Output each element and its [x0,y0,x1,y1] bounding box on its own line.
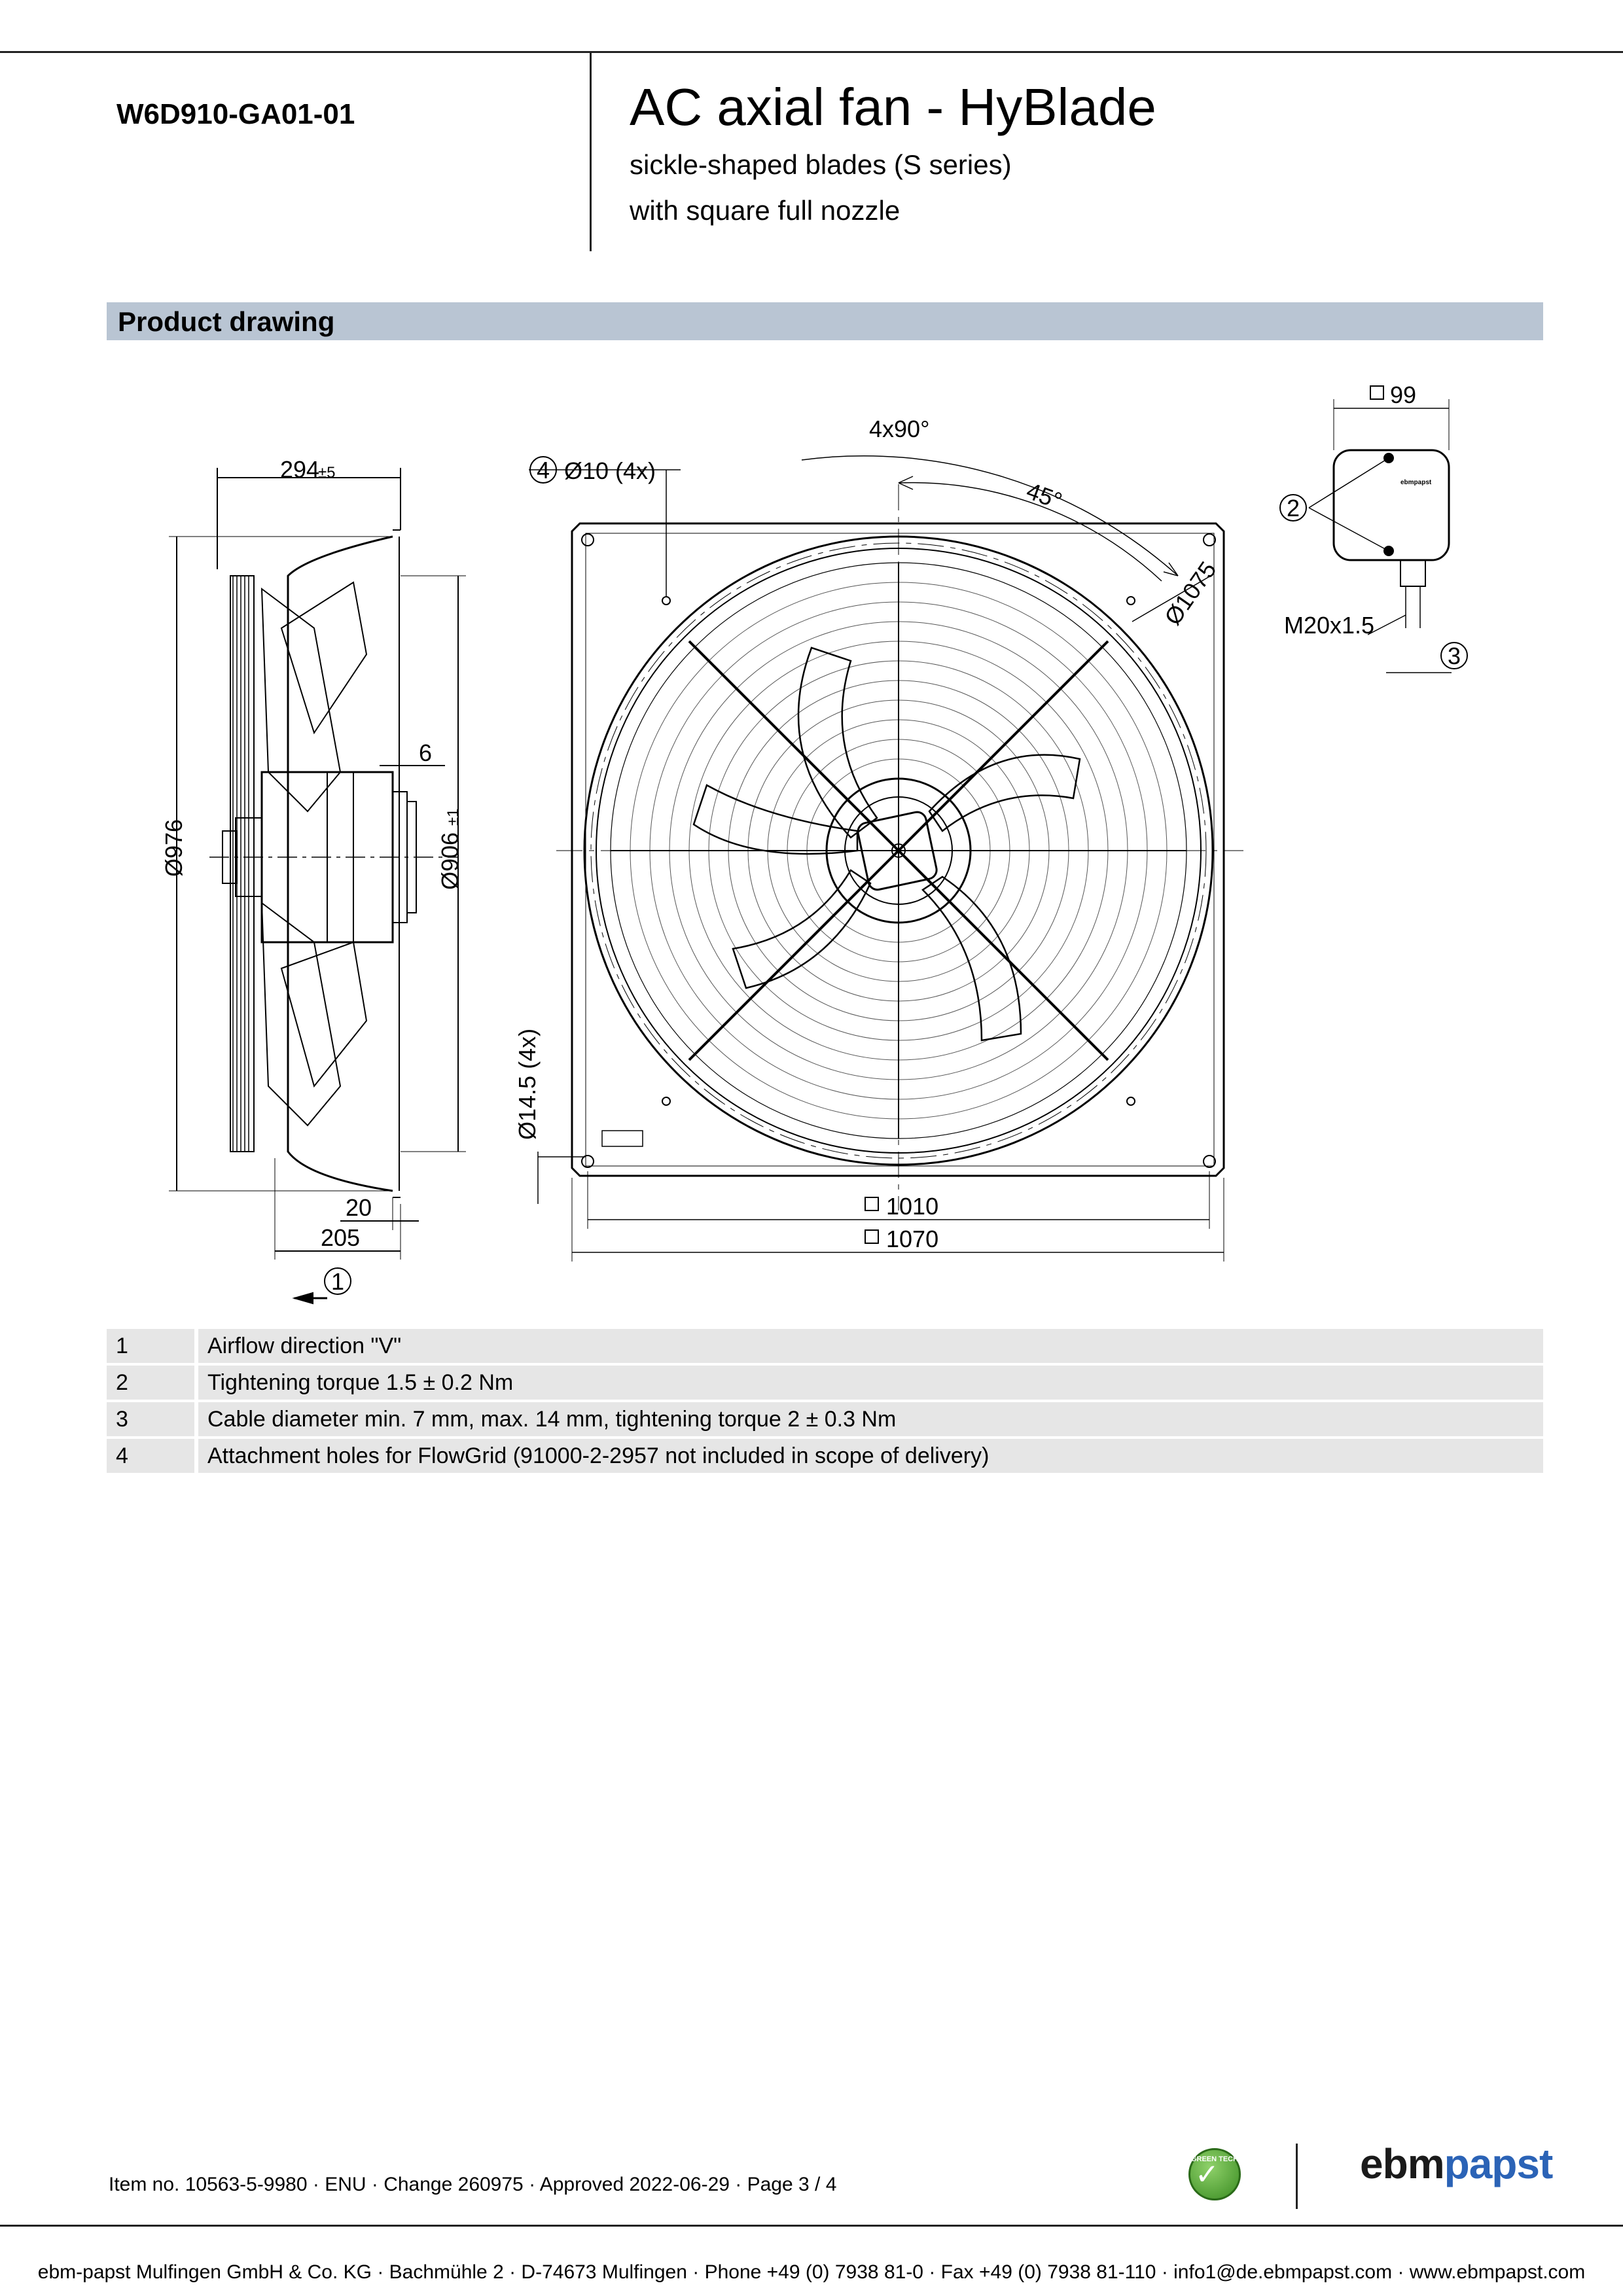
note-text: Airflow direction "V" [198,1329,1543,1363]
logo-divider [1296,2144,1298,2209]
note-text: Cable diameter min. 7 mm, max. 14 mm, tightening torque 2 ± 0.3 Nm [198,1402,1543,1436]
table-row [107,1366,1543,1400]
note-text: Attachment holes for FlowGrid (91000-2-2957 not included in scope of delivery) [198,1439,1543,1473]
dim-294-tol: ±5 [318,464,336,482]
company-address: ebm-papst Mulfingen GmbH & Co. KG · Bachmühle 2 · D-74673 Mulfingen · Phone +49 (0) 7938 81-0 · Fax +49 (0) 7938 81-110 · info1@de.ebmpapst.com · www.ebmpapst.com [37,2261,1586,2283]
note-number: 1 [107,1329,198,1363]
item-info: Item no. 10563-5-9980 · ENU · Change 260975 · Approved 2022-06-29 · Page 3 / 4 [109,2174,837,2195]
callout-3: 3 [1448,643,1461,669]
model-number: W6D910-GA01-01 [116,98,355,130]
dim-m20: M20x1.5 [1284,612,1375,639]
note-number: 3 [107,1402,198,1436]
dim-angle-45: 45° [1023,476,1066,515]
dim-20: 20 [346,1194,372,1221]
section-title: Product drawing [118,306,335,337]
dim-hole-10: Ø10 (4x) [564,457,656,484]
checkmark-icon: ✓ [1195,2159,1219,2191]
front-view [529,456,1243,1262]
note-number: 2 [107,1366,198,1400]
badge-label: GREEN TECH [1190,2155,1239,2163]
dim-square-99: 99 [1390,381,1417,408]
callout-2: 2 [1287,495,1300,521]
company-logo [1360,2140,1552,2188]
callout-1: 1 [331,1268,345,1295]
dim-hole-14-5: Ø14.5 (4x) [514,1028,541,1140]
subtitle-nozzle: with square full nozzle [630,195,901,226]
table-row [107,1439,1543,1473]
note-text: Tightening torque 1.5 ± 0.2 Nm [198,1366,1543,1400]
table-row [107,1402,1543,1436]
dim-6: 6 [419,739,433,766]
footer-rule [0,2225,1623,2227]
dim-square-1010: 1010 [886,1193,939,1220]
dim-205: 205 [321,1224,361,1251]
section-header [107,302,1543,340]
dim-square-1070: 1070 [886,1226,939,1252]
logo-part-ebm: ebm [1360,2140,1444,2187]
logo-part-papst: papst [1444,2140,1553,2187]
callout-4: 4 [537,457,550,484]
table-row [107,1329,1543,1363]
dim-906-tol: ±1 [444,808,462,826]
subtitle-blades: sickle-shaped blades (S series) [630,149,1012,180]
note-number: 4 [107,1439,198,1473]
product-drawing [0,366,1623,1309]
dim-906: Ø906 [437,832,463,890]
top-rule [0,51,1623,53]
header-divider [590,51,592,251]
dim-1075: Ø1075 [1158,556,1222,630]
notes-table [107,1326,1543,1475]
dim-976: Ø976 [160,819,187,877]
dim-294: 294 [280,456,320,483]
page-title: AC axial fan - HyBlade [630,78,1156,136]
dim-angle-4x90: 4x90° [869,415,930,442]
side-view [169,468,466,1303]
terminal-box-logo: ebmpapst [1400,479,1432,486]
